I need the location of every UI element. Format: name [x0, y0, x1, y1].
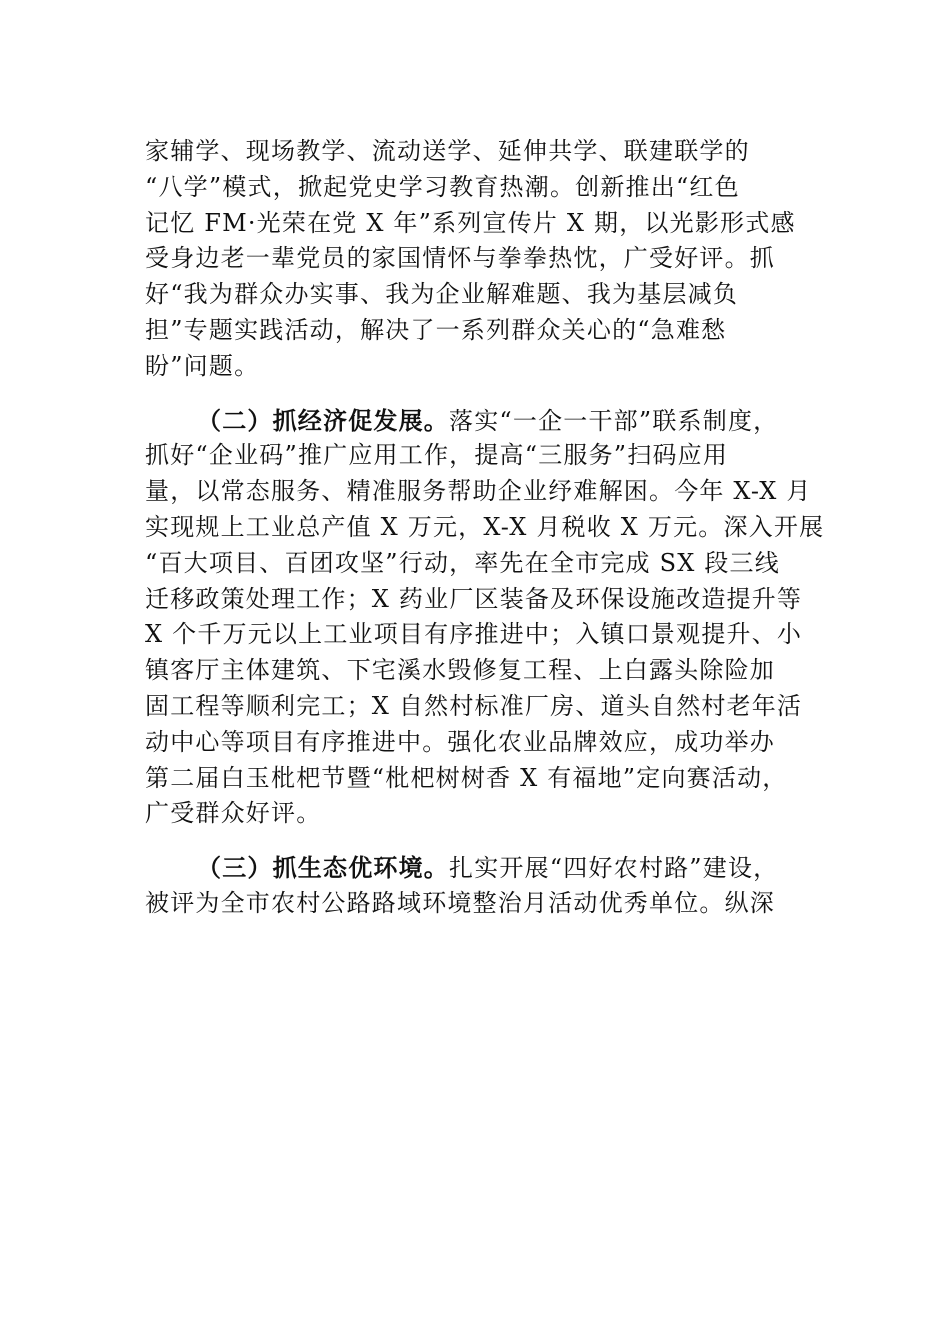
paragraph-3	[145, 850, 805, 922]
text-line: 实现规上工业总产值 X 万元，X-X 月税收 X 万元。深入开展	[145, 512, 825, 541]
text-line: X 个千万元以上工业项目有序推进中；入镇口景观提升、小	[145, 620, 803, 649]
text-line: 家辅学、现场教学、流动送学、延伸共学、联建联学的	[145, 137, 750, 165]
text-line: 镇客厅主体建筑、下宅溪水毁修复工程、上白露头除险加	[145, 656, 775, 685]
text-line: 量，以常态服务、精准服务帮助企业纾难解困。今年 X-X 月	[145, 477, 812, 506]
text-line: 抓好“企业码”推广应用工作，提高“三服务”扫码应用	[145, 441, 729, 470]
paragraph-gap	[145, 385, 805, 403]
paragraph-1	[145, 134, 805, 385]
text-line-first	[145, 403, 805, 439]
text-line: 第二届白玉枇杷节暨“枇杷树树香 X 有福地”定向赛活动，	[145, 763, 788, 792]
text-line: 盼”问题。	[145, 351, 260, 380]
text-line: 记忆 FM·光荣在党 X 年”系列宣传片 X 期，以光影形式感	[145, 208, 796, 237]
text-line: 受身边老一辈党员的家国情怀与拳拳热忱，广受好评。抓	[145, 244, 775, 273]
section-heading: （三）抓生态优环境。	[197, 853, 449, 883]
text-line: “八学”模式，掀起党史学习教育热潮。创新推出“红色	[145, 172, 740, 201]
paragraph-gap	[145, 832, 805, 850]
text-line: 固工程等顺利完工；X 自然村标准厂房、道头自然村老年活	[145, 691, 803, 720]
text-line: 被评为全市农村公路路域环境整治月活动优秀单位。纵深	[145, 888, 775, 917]
text-line-first	[145, 850, 805, 886]
text-fragment: 扎实开展“四好农村路”建设，	[449, 854, 779, 883]
text-line: 广受群众好评。	[145, 799, 322, 828]
text-fragment: 落实“一企一干部”联系制度，	[449, 406, 779, 435]
document-body	[145, 134, 825, 922]
text-line: 动中心等项目有序推进中。强化农业品牌效应，成功举办	[145, 727, 775, 756]
paragraph-2	[145, 403, 825, 833]
text-line: 迁移政策处理工作；X 药业厂区装备及环保设施改造提升等	[145, 584, 803, 613]
text-line: 担”专题实践活动，解决了一系列群众关心的“急难愁	[145, 315, 727, 344]
text-line: “百大项目、百团攻坚”行动，率先在全市完成 SX 段三线	[145, 548, 780, 577]
text-line: 好“我为群众办实事、我为企业解难题、我为基层减负	[145, 280, 739, 309]
section-heading: （二）抓经济促发展。	[197, 405, 449, 435]
